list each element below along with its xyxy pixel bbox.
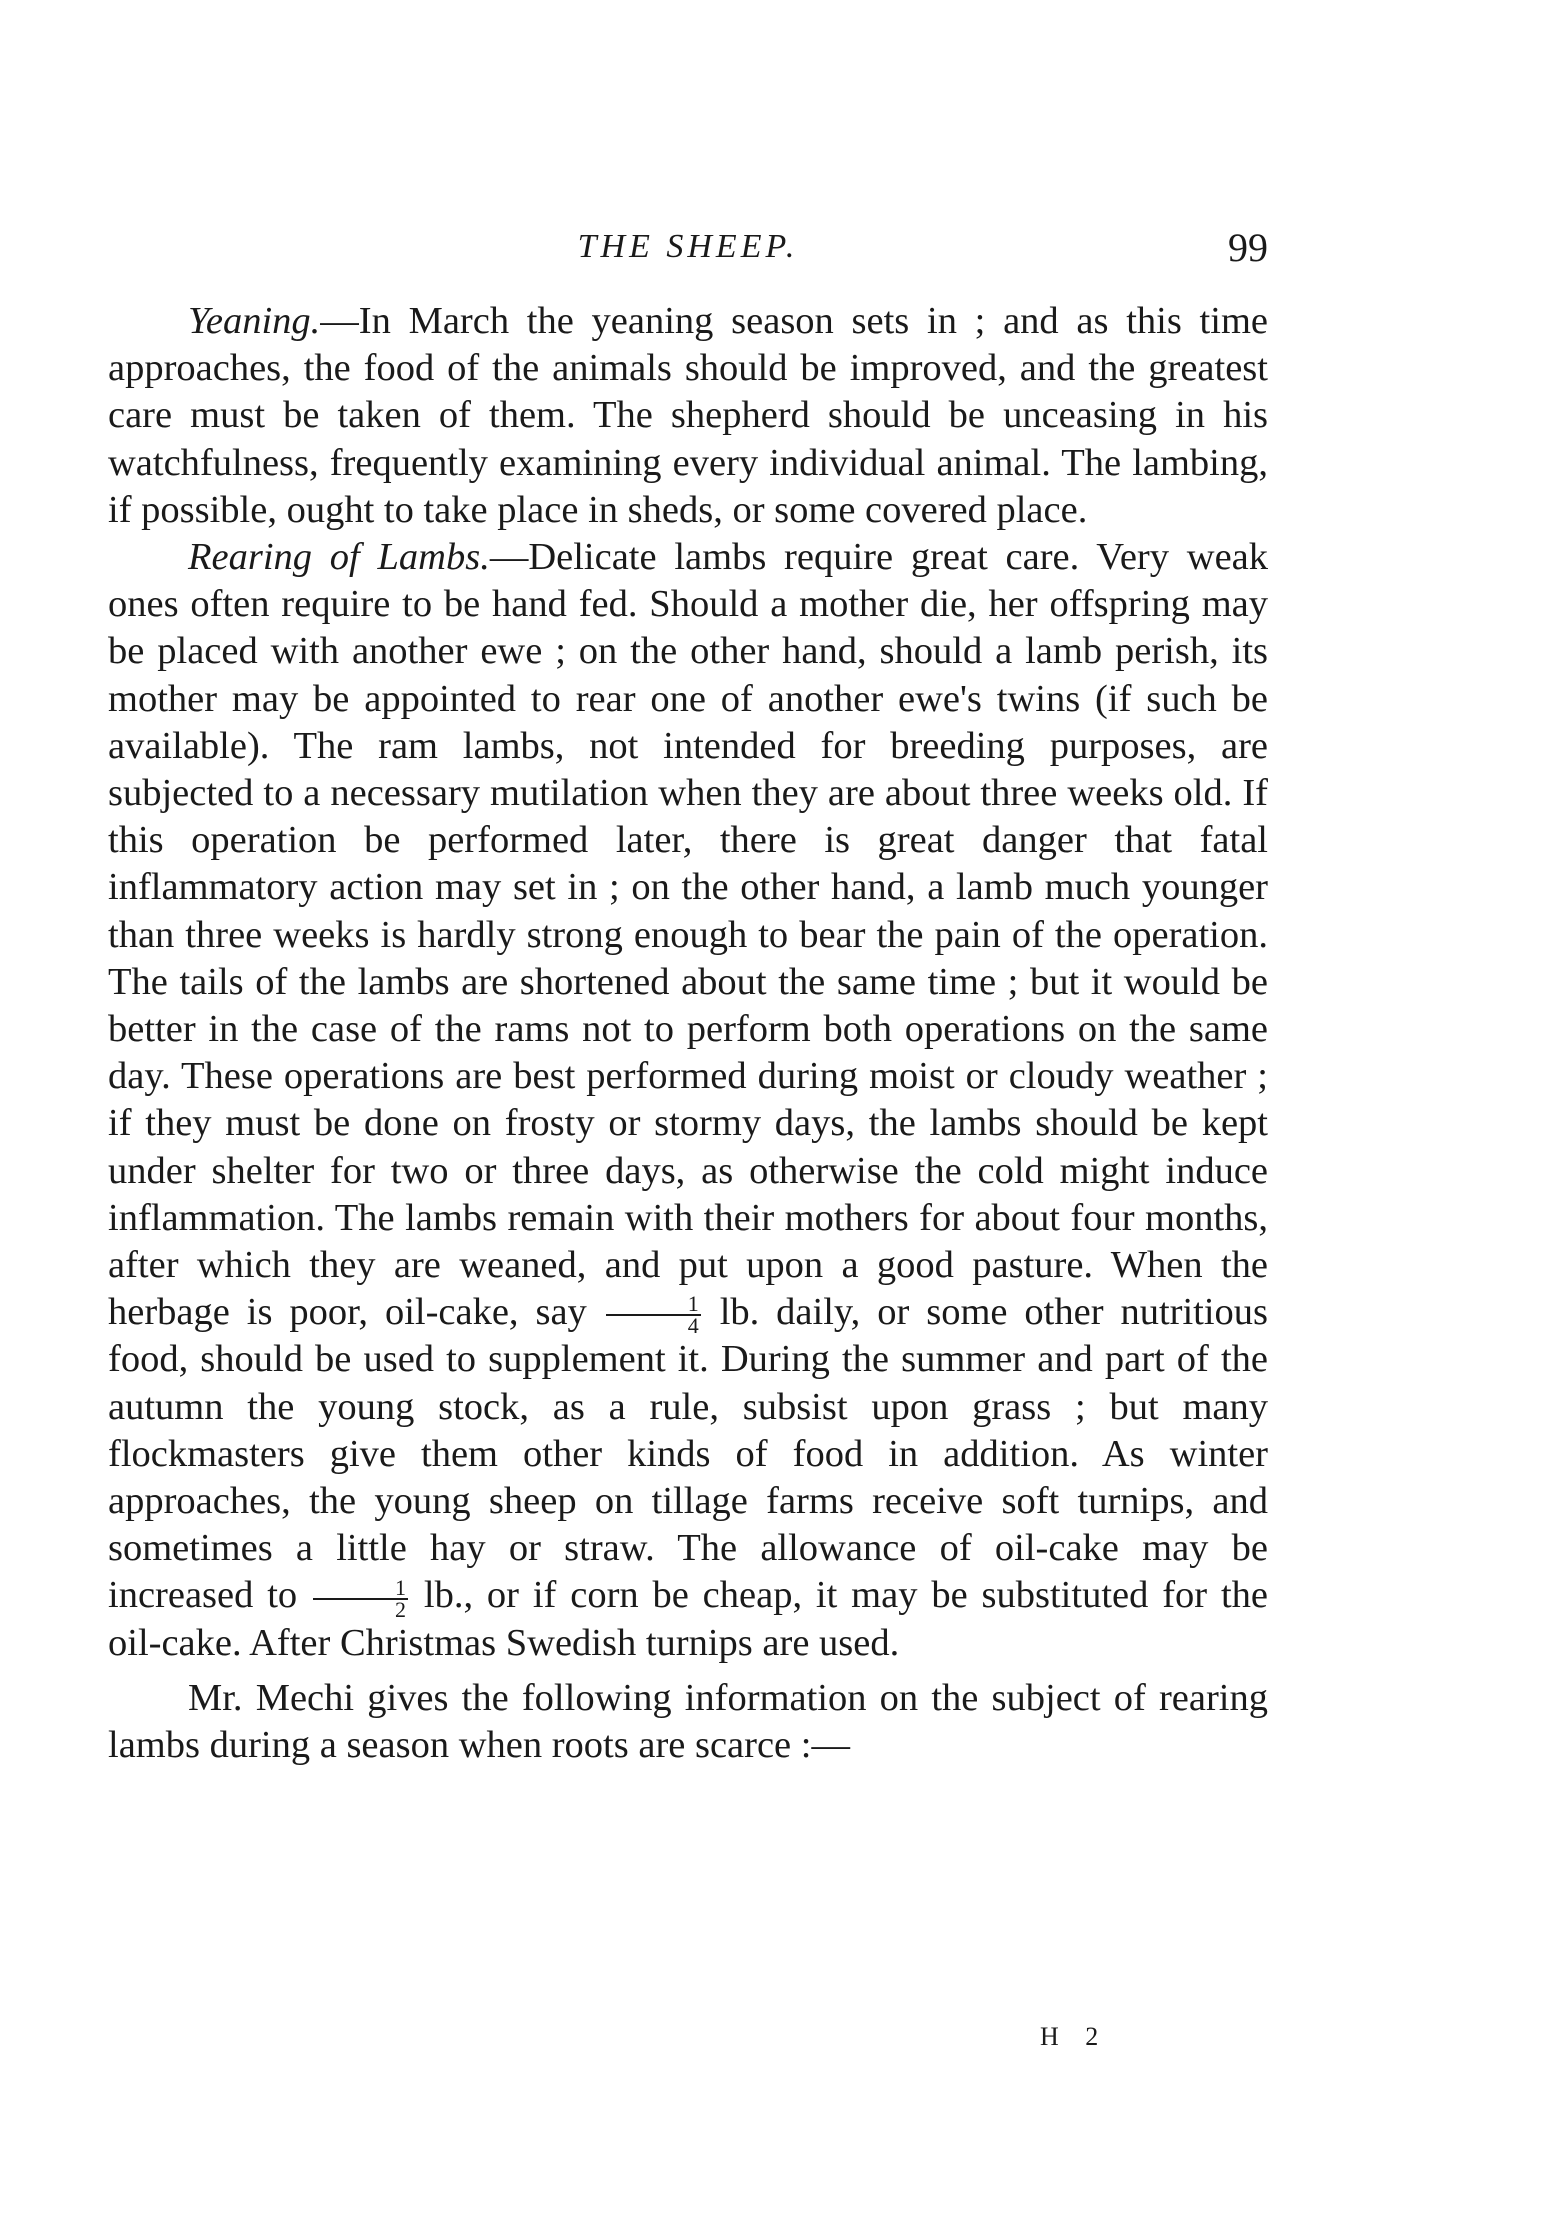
paragraph-mechi: Mr. Mechi gives the following information on the subject of rearing lambs during a season when roots are scarce :—: [108, 1676, 1268, 1767]
page-number: 99: [1228, 225, 1268, 270]
fraction-half: [313, 1574, 408, 1622]
signature-mark: H 2: [1040, 2022, 1109, 2051]
yeaning-text: —In March the yeaning season sets in ; and as this time approaches, the food of the animals should be improved, and the greatest care must be taken of them. The shepherd should be unceasing in his watchfulness, frequently examining every individual animal. The lambing, if possible, ought to take place in sheds, or some covered place.: [108, 300, 1268, 531]
body-text: [108, 298, 1268, 1769]
rearing-text-3: lb., or if corn be cheap, it may be substituted for the oil-cake. After Christmas Swedish turnips are used.: [108, 1574, 1268, 1664]
paragraph-yeaning: [108, 298, 1268, 534]
rearing-text-2: lb. daily, or some other nutritious food, should be used to supplement it. During the summer and part of the autumn the young stock, as a rule, subsist upon grass ; but many flockmasters give them other kinds of food in addition. As winter approaches, the young sheep on tillage farms receive soft turnips, and sometimes a little hay or straw. The allowance of oil-cake may be increased to: [108, 1291, 1269, 1617]
rearing-heading: Rearing of Lambs.: [188, 536, 490, 579]
fraction-quarter: [606, 1291, 701, 1339]
fraction-quarter-denominator: 4: [687, 1313, 699, 1339]
fraction-quarter-numerator: 1: [606, 1294, 701, 1316]
yeaning-heading: Yeaning.: [188, 300, 321, 342]
rearing-text-1: —Delicate lambs require great care. Very weak ones often require to be hand fed. Should a mother die, her offspring may be placed with another ewe ; on the other hand, should a lamb perish, its mother may be appointed to rear one of another ewe's twins (if such be available). The ram lambs, not intended for breeding purposes, are subjected to a necessary mutilation when they are about three weeks old. If this operation be performed later, there is great danger that fatal inflammatory action may set in ; on the other hand, a lamb much younger than three weeks is hardly strong enough to bear the pain of the operation. The tails of the lambs are shortened about the same time ; but it would be better in the case of the rams not to perform both operations on the same day. These operations are best performed during moist or cloudy weather ; if they must be done on frosty or stormy days, the lambs should be kept under shelter for two or three days, as otherwise the cold might induce inflammation. The lambs remain with their mothers for about four months, after which they are weaned, and put upon a good pasture. When the herbage is poor, oil-cake, say: [108, 536, 1268, 1334]
fraction-half-numerator: 1: [313, 1578, 408, 1600]
running-head: [108, 218, 1268, 278]
paragraph-rearing-lambs: [108, 534, 1268, 1667]
fraction-half-denominator: 2: [395, 1596, 407, 1622]
running-title: THE SHEEP.: [577, 228, 799, 265]
